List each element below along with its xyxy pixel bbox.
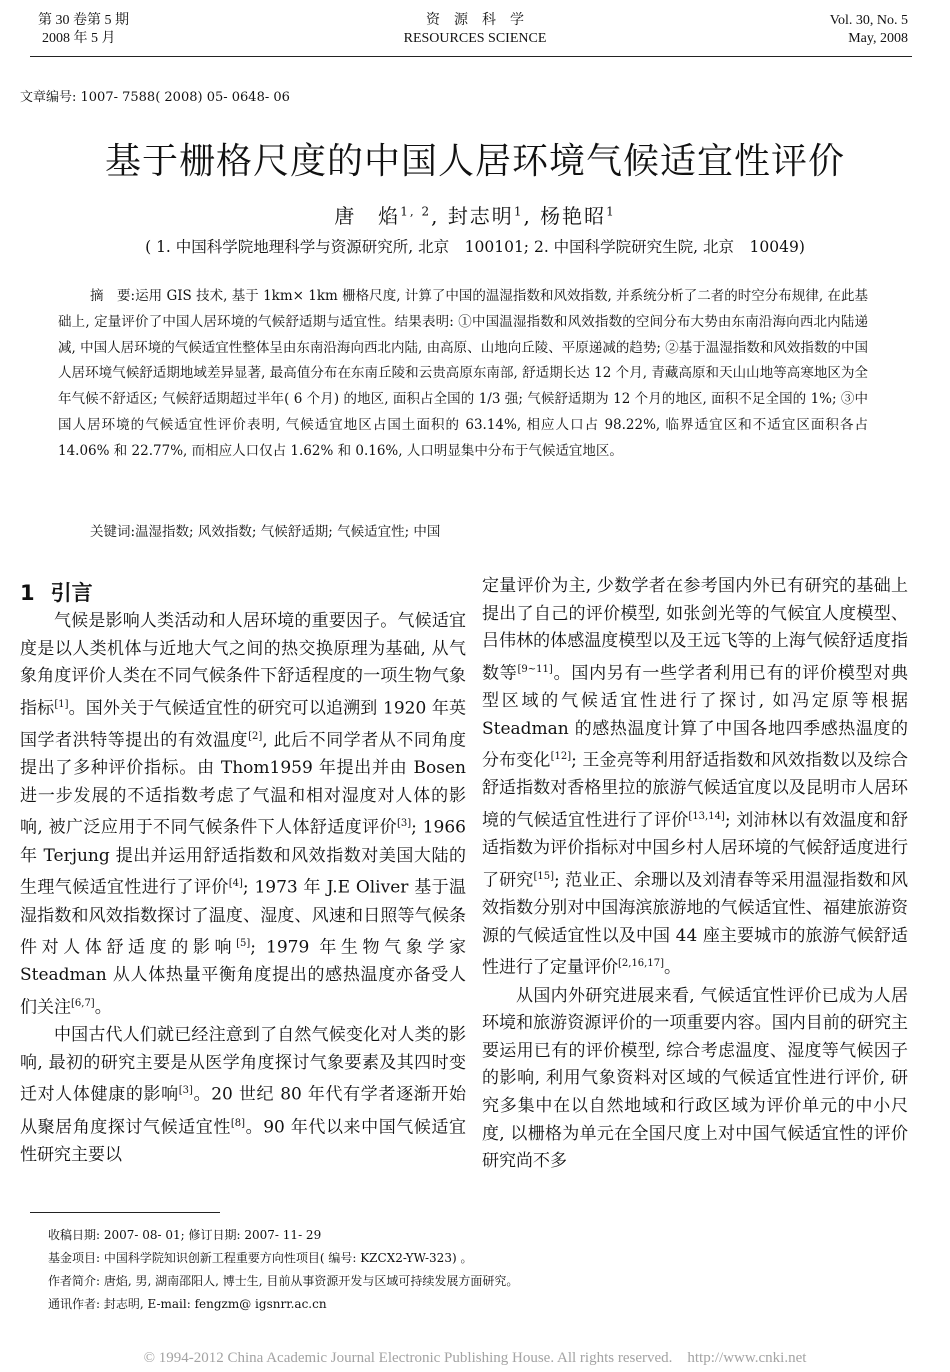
citation-ref: [1] — [54, 698, 69, 710]
author-name: 唐 焰 — [334, 204, 401, 228]
paragraph-text: 。国内另有一些学者利用已有的评价模型对典型区域的气候适宜性进行了探讨, 如冯定原等根据 Steadman 的感热温度计算了中国各地四季感热温度的分布变化 — [482, 663, 909, 771]
body-column-left — [20, 578, 466, 1170]
paragraph-text: ; 刘沛林以有效温度和舒适指数为评价指标对中国乡村人居环境的气候舒适度进行了研究 — [482, 810, 909, 891]
author-name: 封志明 — [447, 204, 514, 228]
journal-name — [0, 12, 950, 48]
citation-ref: [12] — [550, 751, 572, 763]
paragraph-text: ; 范业正、余珊以及刘清春等采用温湿指数和风效指数分别对中国海滨旅游地的气候适宜性、福建旅游资源的气候适宜性以及中国 44 座主要城市的旅游气候舒适性进行了定量评价 — [482, 870, 908, 978]
keywords-text: 温湿指数; 风效指数; 气候舒适期; 气候适宜性; 中国 — [135, 524, 441, 540]
citation-ref: [8] — [230, 1117, 246, 1129]
paragraph-text: ; 王金亮等利用舒适指数和风效指数以及综合舒适指数对香格里拉的旅游气候适宜度以及昆明市人居环境的气候适宜性进行了评价 — [482, 750, 909, 831]
volume-issue: 第 30 卷第 5 期 — [38, 13, 129, 28]
paragraph-text: 气候是影响人类活动和人居环境的重要因子。气候适宜度是以人类机体与近地大气之间的热交换原理为基础, 从气象角度评价人类在不同气候条件下舒适程度的一项生物气象指标 — [20, 611, 466, 719]
footnote-divider — [30, 1212, 220, 1213]
author-separator: , — [523, 204, 541, 228]
author-affiliation-mark: 1, 2 — [400, 204, 432, 219]
citation-ref: [9~11] — [517, 663, 553, 675]
author-list — [0, 200, 950, 229]
author-name: 杨艳昭 — [540, 204, 607, 228]
paragraph-text: 定量评价为主, 少数学者在参考国内外已有研究的基础上提出了自己的评价模型, 如张剑光等的气候宜人度模型、吕伟林的体感温度模型以及王远飞等的上海气候舒适度指数等 — [482, 576, 908, 684]
citation-ref: [5] — [236, 938, 251, 950]
abstract-text: 运用 GIS 技术, 基于 1km× 1km 栅格尺度, 计算了中国的温湿指数和风效指数, 并系统分析了二者的时空分布规律, 在此基础上, 定量评价了中国人居环境的气候舒适期与适宜性。结果表明: ①中国温湿指数和风效指数的空间分布大势由东南沿海向西北内陆递减, 中国人居环境的气候适宜性整体呈由东南沿海向西北内陆, 由高原、山地向丘陵、平原递减的趋势; ②基于温湿指数和风效指数的中国人居环境气候舒适期地域差异显著, 最高值分布在东南丘陵和云贵高原东南部, 舒适期长达 12 个月, 青藏高原和天山山地等高寒地区为全年气候不舒适区; 气候舒适期超过半年( 6 个月) 的地区, 面积占全国的 1/3 强; 气候舒适期为 12 个月的地区, 面积不足全国的 1%; ③中国人居环境的气候适宜性评价表明, 气候适宜地区占国土面积的 63.14%, 相应人口占 98.22%, 临界适宜区和不适宜区面积各占 14.06% 和 22.77%, 而相应人口仅占 1.62% 和 0.16%, 人口明显集中分布于气候适宜地区。 — [58, 288, 868, 459]
citation-ref: [2] — [248, 731, 263, 743]
footnote-author-bio: 作者简介: 唐焰, 男, 湖南邵阳人, 博士生, 目前从事资源开发与区域可持续发展方面研究。 — [48, 1274, 519, 1288]
paragraph-text: ; 1973 年 J.E Oliver 基于温湿指数和风效指数探讨了温度、湿度、风速和日照等气候条件对人体舒适度的影响 — [20, 877, 467, 958]
citation-ref: [4] — [228, 878, 243, 890]
citation-ref: [15] — [533, 870, 554, 882]
author-affiliation-mark: 1 — [606, 204, 616, 219]
paragraph-text: ; 1979 年生物气象学家 Steadman 从人体热量平衡角度提出的感热温度亦备受人们关注 — [20, 937, 466, 1018]
paragraph-text: 。20 世纪 80 年代有学者逐渐开始从聚居角度探讨气候适宜性 — [20, 1085, 467, 1138]
journal-name-cn: 资 源 科 学 — [426, 13, 524, 28]
volume-en: Vol. 30, No. 5 — [829, 13, 908, 28]
keywords — [90, 520, 440, 540]
paragraph-text: 。国外关于气候适宜性的研究可以追溯到 1920 年英国学者洪特等提出的有效温度 — [20, 698, 466, 751]
citation-ref: [3] — [178, 1085, 193, 1097]
author-affiliation-mark: 1 — [513, 204, 524, 219]
body-column-right — [482, 573, 908, 1176]
footnote-received: 收稿日期: 2007- 08- 01; 修订日期: 2007- 11- 29 — [48, 1228, 322, 1242]
citation-ref: [3] — [397, 818, 412, 830]
paragraph-text: ; 1966 年 Terjung 提出并运用舒适指数和风效指数对美国大陆的生理气候适宜性进行了评价 — [20, 818, 466, 898]
footnote-fund: 基金项目: 中国科学院知识创新工程重要方向性项目( 编号: KZCX2-YW-323) 。 — [48, 1251, 473, 1265]
paragraph-text: 。 — [663, 958, 681, 978]
footnotes — [48, 1224, 908, 1316]
footnote-corresponding: 通讯作者: 封志明, E-mail: fengzm@ igsnrr.ac.cn — [48, 1297, 327, 1311]
date-en: May, 2008 — [848, 31, 908, 46]
paragraph-text: 从国内外研究进展来看, 气候适宜性评价已成为人居环境和旅游资源评价的一项重要内容。国内目前的研究主要运用已有的评价模型, 综合考虑温度、湿度等气候因子的影响, 利用气象资料对区域的气候适宜性进行评价, 研究多集中在以自然地域和行政区域为评价单元的中小尺度, 以栅格为单元在全国尺度上对中国气候适宜性的评价研究尚不多 — [482, 985, 908, 1172]
paper-title: 基于栅格尺度的中国人居环境气候适宜性评价 — [104, 141, 845, 182]
paragraph-text: 。 — [94, 997, 112, 1018]
citation-ref: [2,16,17] — [618, 958, 664, 970]
paragraph — [20, 608, 466, 1022]
paragraph-text: 。90 年代以来中国气候适宜性研究主要以 — [20, 1117, 466, 1165]
section-heading — [20, 578, 466, 608]
paragraph-text: , 此后不同学者从不同角度提出了多种评价指标。由 Thom1959 年提出并由 Bosen 进一步发展的不适指数考虑了气温和相对湿度对人体的影响, 被广泛应用于不同气候条件下人体舒适度评价 — [20, 730, 467, 839]
section-title: 引言 — [50, 581, 93, 605]
paragraph-text: 中国古代人们就已经注意到了自然气候变化对人类的影响, 最初的研究主要是从医学角度探讨气象要素及其四时变迁对人体健康的影响 — [20, 1025, 466, 1106]
abstract — [58, 284, 868, 465]
citation-ref: [6,7] — [71, 998, 95, 1009]
affiliations: ( 1. 中国科学院地理科学与资源研究所, 北京 100101; 2. 中国科学院研究生院, 北京 10049) — [145, 238, 805, 256]
keywords-label: 关键词: — [90, 524, 136, 540]
section-number: 1 — [20, 581, 35, 605]
publication-date: 2008 年 5 月 — [42, 31, 116, 46]
citation-ref: [13,14] — [688, 811, 725, 823]
header-divider — [30, 56, 912, 57]
paragraph — [482, 983, 908, 1176]
paragraph — [20, 1022, 466, 1169]
journal-volume-en — [830, 12, 908, 48]
author-separator: , — [431, 204, 448, 228]
paragraph-continued — [482, 573, 908, 983]
abstract-label: 摘 要: — [90, 288, 136, 304]
copyright-watermark: © 1994-2012 China Academic Journal Electronic Publishing House. All rights reserved. http://www.cnki.net — [143, 1350, 807, 1366]
article-number: 文章编号: 1007- 7588( 2008) 05- 0648- 06 — [20, 90, 290, 105]
journal-name-en: RESOURCES SCIENCE — [403, 31, 547, 46]
